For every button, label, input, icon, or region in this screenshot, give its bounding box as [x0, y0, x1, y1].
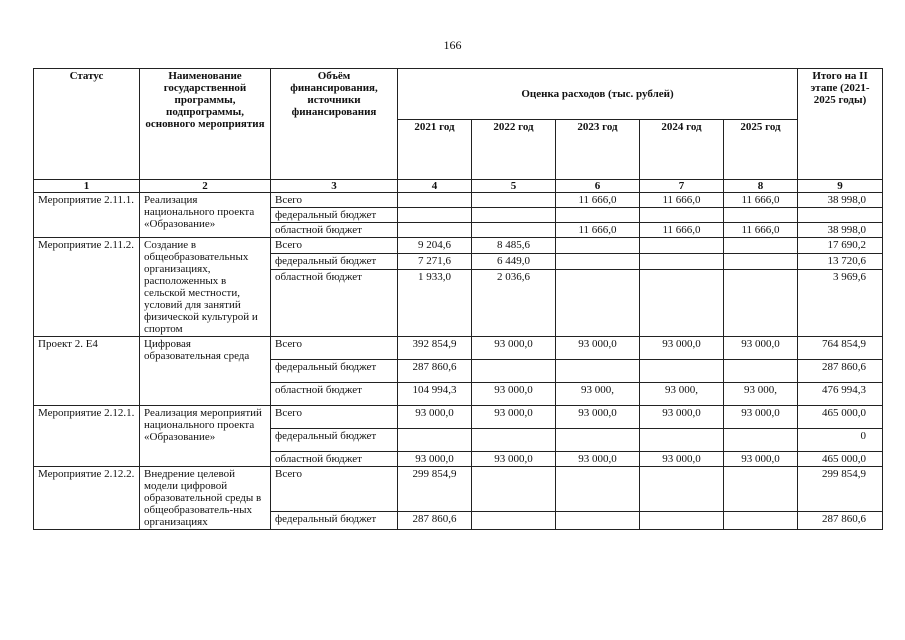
table-row	[34, 193, 883, 208]
row-year-value: 93 000,0	[472, 406, 556, 429]
row-year-value	[556, 238, 640, 254]
row-year-value	[556, 208, 640, 223]
row-year-value	[556, 467, 640, 512]
row-year-value	[398, 429, 472, 452]
table-body	[34, 193, 883, 530]
row-year-value	[724, 238, 798, 254]
row-year-value: 93 000,	[724, 383, 798, 406]
row-year-value: 8 485,6	[472, 238, 556, 254]
row-program-name: Внедрение целевой модели цифровой образовательной среды в общеобразователь-ных организациях	[140, 467, 271, 530]
row-year-value: 93 000,0	[724, 337, 798, 360]
row-total-value: 38 998,0	[798, 193, 883, 208]
row-year-value: 93 000,0	[398, 452, 472, 467]
row-program-name: Реализация национального проекта «Образование»	[140, 193, 271, 238]
row-funding-source: Всего	[271, 193, 398, 208]
row-year-value: 93 000,0	[556, 452, 640, 467]
row-total-value: 3 969,6	[798, 269, 883, 336]
row-year-value: 11 666,0	[556, 223, 640, 238]
row-year-value: 1 933,0	[398, 269, 472, 336]
row-year-value	[398, 223, 472, 238]
row-year-value: 11 666,0	[640, 193, 724, 208]
row-total-value: 764 854,9	[798, 337, 883, 360]
column-number: 8	[724, 180, 798, 193]
row-year-value: 93 000,0	[640, 406, 724, 429]
column-number: 2	[140, 180, 271, 193]
row-funding-source: федеральный бюджет	[271, 429, 398, 452]
row-year-value: 287 860,6	[398, 360, 472, 383]
row-year-value: 7 271,6	[398, 253, 472, 269]
row-year-value: 93 000,0	[472, 452, 556, 467]
row-year-value	[640, 467, 724, 512]
row-year-value: 6 449,0	[472, 253, 556, 269]
header-status: Статус	[34, 69, 140, 180]
table-row	[34, 406, 883, 429]
header-year: 2022 год	[472, 120, 556, 180]
row-year-value	[640, 269, 724, 336]
row-year-value: 11 666,0	[556, 193, 640, 208]
row-status: Мероприятие 2.11.1.	[34, 193, 140, 238]
row-total-value: 13 720,6	[798, 253, 883, 269]
row-funding-source: областной бюджет	[271, 383, 398, 406]
row-funding-source: Всего	[271, 238, 398, 254]
row-year-value: 93 000,0	[724, 406, 798, 429]
row-year-value	[640, 360, 724, 383]
row-year-value: 93 000,0	[724, 452, 798, 467]
row-status: Мероприятие 2.11.2.	[34, 238, 140, 337]
row-year-value: 11 666,0	[724, 223, 798, 238]
row-year-value	[640, 208, 724, 223]
row-year-value: 93 000,0	[472, 383, 556, 406]
row-year-value: 11 666,0	[724, 193, 798, 208]
row-year-value	[472, 467, 556, 512]
row-year-value: 93 000,0	[640, 337, 724, 360]
row-funding-source: федеральный бюджет	[271, 253, 398, 269]
row-total-value: 299 854,9	[798, 467, 883, 512]
table-row	[34, 238, 883, 254]
row-funding-source: федеральный бюджет	[271, 360, 398, 383]
row-year-value: 93 000,0	[556, 337, 640, 360]
header-name: Наименование государственной программы, подпрограммы, основного мероприятия	[140, 69, 271, 180]
row-year-value	[556, 429, 640, 452]
row-total-value: 465 000,0	[798, 406, 883, 429]
column-number: 7	[640, 180, 724, 193]
row-year-value	[472, 429, 556, 452]
row-year-value	[556, 512, 640, 530]
row-year-value	[640, 512, 724, 530]
row-funding-source: федеральный бюджет	[271, 208, 398, 223]
row-year-value	[724, 253, 798, 269]
row-year-value	[556, 253, 640, 269]
row-total-value: 17 690,2	[798, 238, 883, 254]
table-row	[34, 467, 883, 512]
row-year-value	[472, 512, 556, 530]
column-number: 4	[398, 180, 472, 193]
row-funding-source: Всего	[271, 406, 398, 429]
row-funding-source: федеральный бюджет	[271, 512, 398, 530]
row-total-value: 0	[798, 429, 883, 452]
row-funding-source: областной бюджет	[271, 452, 398, 467]
row-year-value	[640, 253, 724, 269]
row-year-value	[724, 208, 798, 223]
row-year-value	[724, 269, 798, 336]
column-numbers-row	[34, 180, 883, 193]
header-year: 2024 год	[640, 120, 724, 180]
row-year-value: 104 994,3	[398, 383, 472, 406]
header-year: 2021 год	[398, 120, 472, 180]
row-year-value	[472, 193, 556, 208]
row-year-value: 2 036,6	[472, 269, 556, 336]
row-program-name: Реализация мероприятий национального проекта «Образование»	[140, 406, 271, 467]
column-number: 3	[271, 180, 398, 193]
row-total-value: 465 000,0	[798, 452, 883, 467]
row-year-value	[724, 467, 798, 512]
row-status: Мероприятие 2.12.1.	[34, 406, 140, 467]
page-number: 166	[443, 38, 462, 52]
row-year-value: 93 000,0	[472, 337, 556, 360]
row-total-value: 38 998,0	[798, 223, 883, 238]
row-year-value	[640, 238, 724, 254]
header-estimate: Оценка расходов (тыс. рублей)	[398, 69, 798, 120]
row-total-value: 476 994,3	[798, 383, 883, 406]
table-row	[34, 337, 883, 360]
row-year-value	[556, 269, 640, 336]
row-total-value: 287 860,6	[798, 512, 883, 530]
row-program-name: Цифровая образовательная среда	[140, 337, 271, 406]
row-year-value: 287 860,6	[398, 512, 472, 530]
row-year-value: 93 000,0	[556, 406, 640, 429]
row-year-value: 392 854,9	[398, 337, 472, 360]
row-program-name: Создание в общеобразовательных организациях, расположенных в сельской местности, условий для занятий физической культурой и спортом	[140, 238, 271, 337]
row-funding-source: Всего	[271, 337, 398, 360]
row-funding-source: Всего	[271, 467, 398, 512]
header-volume: Объём финансирования, источники финансирования	[271, 69, 398, 180]
row-status: Проект 2. Е4	[34, 337, 140, 406]
header-year: 2025 год	[724, 120, 798, 180]
column-number: 5	[472, 180, 556, 193]
row-year-value	[556, 360, 640, 383]
column-number: 6	[556, 180, 640, 193]
row-year-value: 11 666,0	[640, 223, 724, 238]
row-year-value	[398, 193, 472, 208]
row-funding-source: областной бюджет	[271, 223, 398, 238]
row-year-value	[640, 429, 724, 452]
header-total: Итого на II этапе (2021-2025 годы)	[798, 69, 883, 180]
row-funding-source: областной бюджет	[271, 269, 398, 336]
row-year-value: 93 000,	[556, 383, 640, 406]
row-year-value	[724, 512, 798, 530]
row-year-value	[472, 208, 556, 223]
column-number: 9	[798, 180, 883, 193]
budget-table	[33, 68, 883, 530]
row-status: Мероприятие 2.12.2.	[34, 467, 140, 530]
row-year-value	[472, 360, 556, 383]
row-year-value: 299 854,9	[398, 467, 472, 512]
row-total-value	[798, 208, 883, 223]
row-year-value: 93 000,	[640, 383, 724, 406]
row-year-value	[724, 429, 798, 452]
row-year-value: 9 204,6	[398, 238, 472, 254]
column-number: 1	[34, 180, 140, 193]
row-year-value	[724, 360, 798, 383]
row-total-value: 287 860,6	[798, 360, 883, 383]
row-year-value	[472, 223, 556, 238]
row-year-value: 93 000,0	[398, 406, 472, 429]
row-year-value: 93 000,0	[640, 452, 724, 467]
header-year: 2023 год	[556, 120, 640, 180]
row-year-value	[398, 208, 472, 223]
